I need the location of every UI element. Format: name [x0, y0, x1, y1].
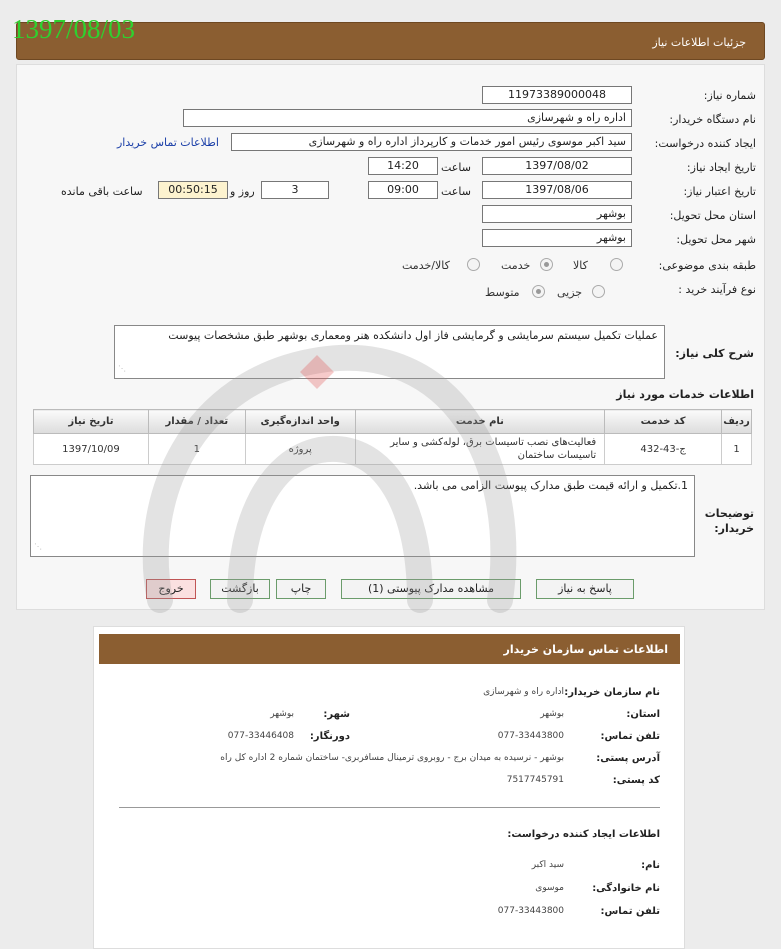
city-label: شهر محل تحویل: [676, 233, 756, 246]
cell-unit: پروژه [245, 434, 355, 465]
cell-row-number: 1 [722, 434, 752, 465]
creator-name-value: سید اکبر [531, 860, 564, 870]
category-radio-goods-service[interactable] [467, 258, 480, 271]
contact-address-label: آدرس پستی: [596, 753, 660, 764]
valid-time-label: ساعت [441, 185, 471, 198]
contact-postal-value: 7517745791 [506, 775, 564, 785]
card-divider [119, 807, 660, 808]
days-field: 3 [261, 181, 329, 199]
creator-family-value: موسوی [535, 883, 564, 893]
buyer-org-label: نام دستگاه خریدار: [669, 113, 756, 126]
process-option-minor: جزیی [557, 286, 583, 299]
buyer-contact-card [93, 626, 685, 949]
cell-need-date: 1397/10/09 [34, 434, 149, 465]
process-radio-minor[interactable] [592, 285, 605, 298]
buyer-org-field: اداره راه و شهرسازی [183, 109, 632, 127]
contact-phone-value: 077-33443800 [497, 731, 564, 741]
creator-phone-value: 077-33443800 [497, 906, 564, 916]
col-quantity: تعداد / مقدار [148, 410, 245, 434]
city-field: بوشهر [482, 229, 632, 247]
category-radio-service[interactable] [540, 258, 553, 271]
remaining-time-label: ساعت باقی مانده [61, 185, 143, 198]
resize-grip-icon: ⋰ [34, 542, 42, 551]
need-number-label: شماره نیاز: [703, 89, 756, 102]
col-service-code: کد خدمت [605, 410, 722, 434]
requester-field: سید اکبر موسوی رئیس امور خدمات و کارپرداز اداره راه و شهرسازی [231, 133, 632, 151]
province-label: استان محل تحویل: [669, 209, 756, 222]
created-time-label: ساعت [441, 161, 471, 174]
summary-label: شرح کلی نیاز: [675, 347, 754, 360]
contact-province-label: استان: [626, 709, 660, 720]
contact-phone-label: تلفن تماس: [600, 731, 660, 742]
need-number-field: 1197338900004​8 [482, 86, 632, 104]
col-row-number: ردیف [722, 410, 752, 434]
created-date-field: 1397/08/02 [482, 157, 632, 175]
view-docs-button[interactable]: مشاهده مدارک پیوستی (1) [341, 579, 521, 599]
print-button[interactable]: چاپ [276, 579, 326, 599]
contact-card-title: اطلاعات تماس سازمان خریدار [503, 643, 668, 656]
valid-date-label: تاریخ اعتبار نیاز: [683, 185, 756, 198]
category-option-goods-service: کالا/خدمت [402, 259, 450, 272]
col-service-name: نام خدمت [355, 410, 605, 434]
services-title: اطلاعات خدمات مورد نیاز [616, 388, 754, 401]
back-button[interactable]: بازگشت [210, 579, 270, 599]
creator-family-label: نام خانوادگی: [592, 883, 660, 894]
process-option-medium: متوسط [485, 286, 520, 299]
category-label: طبقه بندی موضوعی: [658, 259, 756, 272]
contact-postal-label: کد پستی: [612, 775, 660, 786]
cell-quantity: 1 [148, 434, 245, 465]
requester-label: ایجاد کننده درخواست: [654, 137, 756, 150]
col-need-date: تاریخ نیاز [34, 410, 149, 434]
created-date-label: تاریخ ایجاد نیاز: [686, 161, 756, 174]
watermark-date: 1397/08/03 [12, 14, 136, 44]
cell-service-code: ج-43-432 [605, 434, 722, 465]
contact-org-value: اداره راه و شهرسازی [483, 687, 564, 697]
province-field: بوشهر [482, 205, 632, 223]
contact-province-value: بوشهر [540, 709, 564, 719]
resize-grip-icon: ⋰ [118, 364, 126, 373]
contact-city-label: شهر: [323, 709, 350, 720]
table-header-row [34, 410, 752, 434]
category-option-goods: کالا [573, 259, 588, 272]
contact-fax-value: 077-33446408 [227, 731, 294, 741]
created-time-field: 14:20 [368, 157, 438, 175]
creator-name-label: نام: [641, 860, 660, 871]
process-label: نوع فرآیند خرید : [678, 283, 756, 296]
contact-address-value: بوشهر - نرسیده به میدان برج - روبروی ترمینال مسافربری- ساختمان شماره 2 اداره کل راه [220, 753, 564, 763]
cell-service-name: فعالیت‌های نصب تاسیسات برق، لوله‌کشی و سایر تاسیسات ساختمان [355, 434, 605, 465]
page-title: جزئیات اطلاعات نیاز [652, 36, 746, 49]
col-unit: واحد اندازه‌گیری [245, 410, 355, 434]
contact-city-value: بوشهر [270, 709, 294, 719]
buyer-contact-link[interactable]: اطلاعات تماس خریدار [117, 136, 219, 149]
notes-text: 1.تکمیل و ارائه قیمت طبق مدارک پیوست الزامی می باشد. [413, 479, 688, 492]
category-option-service: خدمت [501, 259, 531, 272]
summary-textarea[interactable] [114, 325, 665, 379]
table-row [34, 434, 752, 465]
remaining-time-field: 00:50:15 [158, 181, 228, 199]
valid-time-field: 09:00 [368, 181, 438, 199]
category-radio-goods[interactable] [610, 258, 623, 271]
process-radio-medium[interactable] [532, 285, 545, 298]
reply-button[interactable]: پاسخ به نیاز [536, 579, 634, 599]
services-table [33, 409, 752, 465]
contact-card-header [99, 634, 680, 664]
valid-date-field: 1397/08/06 [482, 181, 632, 199]
creator-phone-label: تلفن تماس: [600, 906, 660, 917]
notes-textarea[interactable] [30, 475, 695, 557]
creator-section-title: اطلاعات ایجاد کننده درخواست: [507, 829, 660, 840]
days-label: روز و [230, 185, 255, 198]
summary-text: عملیات تکمیل سیستم سرمایشی و گرمایشی فاز اول دانشکده هنر ومعماری بوشهر طبق مشخصات پیوست [168, 329, 658, 342]
exit-button[interactable]: خروج [146, 579, 196, 599]
notes-label: توضیحات خریدار: [704, 507, 754, 535]
contact-org-label: نام سازمان خریدار: [564, 687, 660, 698]
contact-fax-label: دورنگار: [309, 731, 350, 742]
